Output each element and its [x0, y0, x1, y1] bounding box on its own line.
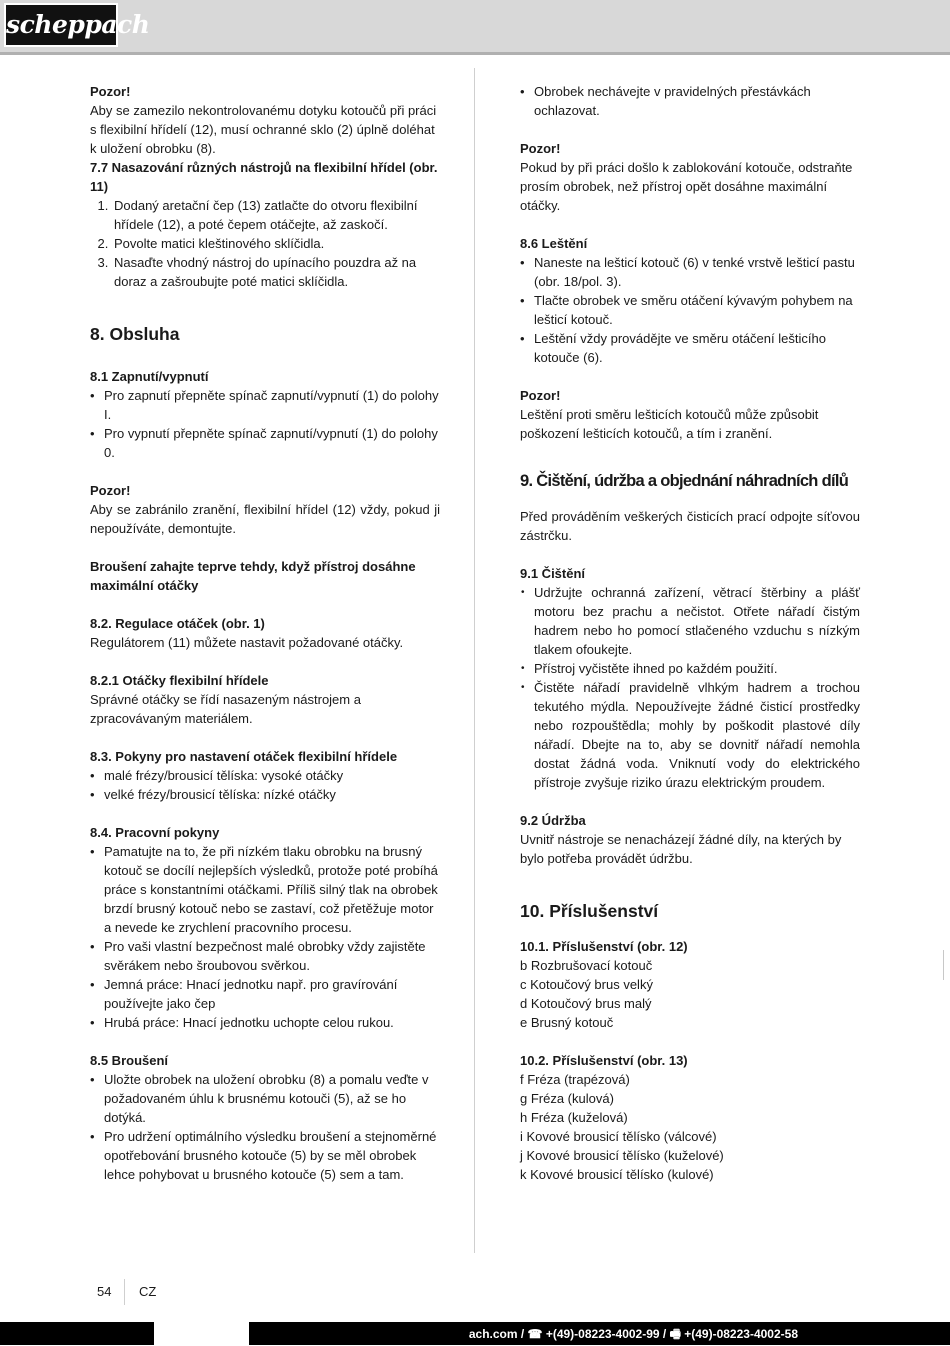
list-item: • Pro zapnutí přepněte spínač zapnutí/vypnutí (1) do polohy I. [90, 386, 440, 424]
section-8-3-list [90, 766, 440, 804]
section-8-3-title: 8.3. Pokyny pro nastavení otáček flexibilní hřídele [90, 749, 398, 764]
right-column [520, 82, 860, 1184]
section-8-5-title: 8.5 Broušení [90, 1053, 169, 1068]
section-9-2-text: Uvnitř nástroje se nenacházejí žádné díly, na kterých by bylo potřeba provádět údržbu. [520, 832, 842, 866]
section-7-7-title: 7.7 Nasazování různých nástrojů na flexibilní hřídel (obr. 11) [90, 160, 438, 194]
accessory-item: g Fréza (kulová) [520, 1091, 614, 1106]
section-8-1-title: 8.1 Zapnutí/vypnutí [90, 369, 209, 384]
section-8-2-title: 8.2. Regulace otáček (obr. 1) [90, 616, 265, 631]
edge-mark [943, 950, 944, 980]
list-item: • Uložte obrobek na uložení obrobku (8) a pomalu veďte v požadovaném úhlu k brusnému kotouči (5), až se ho dotýká. [90, 1070, 440, 1127]
warning-title: Pozor! [90, 84, 131, 99]
list-item: 1. Dodaný aretační čep (13) zatlačte do otvoru flexibilní hřídele (12), a poté čepem otáčejte, až zaskočí. [112, 196, 440, 234]
section-8-5-list [90, 1070, 440, 1184]
accessory-item: d Kotoučový brus malý [520, 996, 652, 1011]
accessory-item: b Rozbrušovací kotouč [520, 958, 653, 973]
section-9-1-title: 9.1 Čištění [520, 566, 586, 581]
section-8-2-1-title: 8.2.1 Otáčky flexibilní hřídele [90, 673, 269, 688]
list-item: • Leštění vždy provádějte ve směru otáčení lešticího kotouče (6). [520, 329, 860, 367]
language-code: CZ [139, 1284, 157, 1299]
section-10-2-title: 10.2. Příslušenství (obr. 13) [520, 1053, 688, 1068]
list-item: • Pro vypnutí přepněte spínač zapnutí/vypnutí (1) do polohy 0. [90, 424, 440, 462]
section-9-1-list [520, 583, 860, 792]
footer-separator [124, 1279, 125, 1305]
warning-text: Aby se zamezilo nekontrolovanému dotyku kotoučů při práci s flexibilní hřídelí (12), musí ochranné sklo (2) úplně doléhat k uložení obrobku (8). [90, 103, 437, 156]
column-divider [474, 68, 475, 1253]
scheppach-logo: scheppach [4, 3, 118, 47]
accessory-item: j Kovové brousicí tělísko (kuželové) [520, 1148, 724, 1163]
chapter-10-heading: 10. Příslušenství [520, 901, 659, 921]
accessory-item: c Kotoučový brus velký [520, 977, 653, 992]
section-8-2-text: Regulátorem (11) můžete nastavit požadované otáčky. [90, 635, 404, 650]
section-8-6-list [520, 253, 860, 367]
warning-text: Aby se zabránilo zranění, flexibilní hřídel (12) vždy, pokud ji nepoužíváte, demontujte. [90, 502, 440, 536]
chapter-9-intro: Před prováděním veškerých čisticích prací odpojte síťovou zástrčku. [520, 509, 860, 543]
list-item: 2. Povolte matici kleštinového sklíčidla. [112, 234, 440, 253]
section-7-7-steps [90, 196, 440, 291]
list-item: • Udržujte ochranná zařízení, větrací štěrbiny a plášť motoru bez prachu a nečistot. Otřete nářadí čistým hadrem nebo ho pomocí stlačeného vzduchu s nízkým tlakem ofoukejte. [520, 583, 860, 659]
grinding-note: Broušení zahajte teprve tehdy, když přístroj dosáhne maximální otáčky [90, 559, 416, 593]
list-item: • Tlačte obrobek ve směru otáčení kývavým pohybem na lešticí kotouč. [520, 291, 860, 329]
accessory-item: h Fréza (kuželová) [520, 1110, 628, 1125]
section-8-6-title: 8.6 Leštění [520, 236, 588, 251]
warning-text: Leštění proti směru lešticích kotoučů může způsobit poškození lešticích kotoučů, a tím i zranění. [520, 407, 819, 441]
section-8-1-list [90, 386, 440, 462]
section-8-4-list [90, 842, 440, 1032]
warning-title: Pozor! [520, 141, 561, 156]
cooling-list [520, 82, 860, 120]
chapter-8-heading: 8. Obsluha [90, 324, 180, 344]
list-item: • Přístroj vyčistěte ihned po každém použití. [520, 659, 860, 678]
footer-bar-gap [154, 1322, 249, 1345]
list-item: 3. Nasaďte vhodný nástroj do upínacího pouzdra až na doraz a zašroubujte poté matici sklíčidla. [112, 253, 440, 291]
list-item: • Pro udržení optimálního výsledku broušení a stejnoměrné opotřebování brusného kotouče (5) by se měl obrobek lehce pohybovat u brusného kotouče (5) sem a tam. [90, 1127, 440, 1184]
accessory-item: e Brusný kotouč [520, 1015, 614, 1030]
list-item: • Pamatujte na to, že při nízkém tlaku obrobku na brusný kotouč se docílí nejlepších výsledků, protože poté probíhá práce s konstantními otáčkami. Příliš silný tlak na obrobek brzdí brusný kotouč nebo se zastaví, což přetěžuje motor a nevede ke zrychlení pracovního procesu. [90, 842, 440, 937]
section-8-2-1-text: Správné otáčky se řídí nasazeným nástrojem a zpracovávaným materiálem. [90, 692, 361, 726]
list-item: • velké frézy/brousicí tělíska: nízké otáčky [90, 785, 440, 804]
list-item: • Čistěte nářadí pravidelně vlhkým hadrem a trochou tekutého mýdla. Nepoužívejte žádné čisticí prostředky nebo rozpouštědla; mohly by poškodit plastové díly nářadí. Dbejte na to, aby se dovnitř nářadí nemohla dostat žádná voda. Vniknutí vody do elektrického přístroje zvyšuje riziko úrazu elektrickým proudem. [520, 678, 860, 792]
list-item: • Hrubá práce: Hnací jednotku uchopte celou rukou. [90, 1013, 440, 1032]
list-item: • malé frézy/brousicí tělíska: vysoké otáčky [90, 766, 440, 785]
page-header [0, 0, 950, 55]
warning-text: Pokud by při práci došlo k zablokování kotouče, odstraňte prosím obrobek, než přístroj opět dosáhne maximální otáčky. [520, 160, 853, 213]
list-item: • Jemná práce: Hnací jednotku např. pro gravírování používejte jako čep [90, 975, 440, 1013]
list-item: • Naneste na lešticí kotouč (6) v tenké vrstvě lešticí pastu (obr. 18/pol. 3). [520, 253, 860, 291]
chapter-9-heading: 9. Čištění, údržba a objednání náhradních dílů [520, 472, 849, 490]
warning-title: Pozor! [520, 388, 561, 403]
page-number: 54 [97, 1284, 112, 1299]
accessory-item: i Kovové brousicí tělísko (válcové) [520, 1129, 717, 1144]
contact-info: ach.com / ☎ +(49)-08223-4002-99 / 🖷 +(49)-08223-4002-58 [468, 1327, 798, 1341]
warning-title: Pozor! [90, 483, 131, 498]
list-item: • Obrobek nechávejte v pravidelných přestávkách ochlazovat. [520, 82, 860, 120]
accessory-item: k Kovové brousicí tělísko (kulové) [520, 1167, 714, 1182]
section-10-1-title: 10.1. Příslušenství (obr. 12) [520, 939, 688, 954]
left-column [90, 82, 440, 1184]
list-item: • Pro vaši vlastní bezpečnost malé obrobky vždy zajistěte svěrákem nebo šroubovou svěrkou. [90, 937, 440, 975]
section-8-4-title: 8.4. Pracovní pokyny [90, 825, 220, 840]
section-9-2-title: 9.2 Údržba [520, 813, 586, 828]
accessory-item: f Fréza (trapézová) [520, 1072, 630, 1087]
